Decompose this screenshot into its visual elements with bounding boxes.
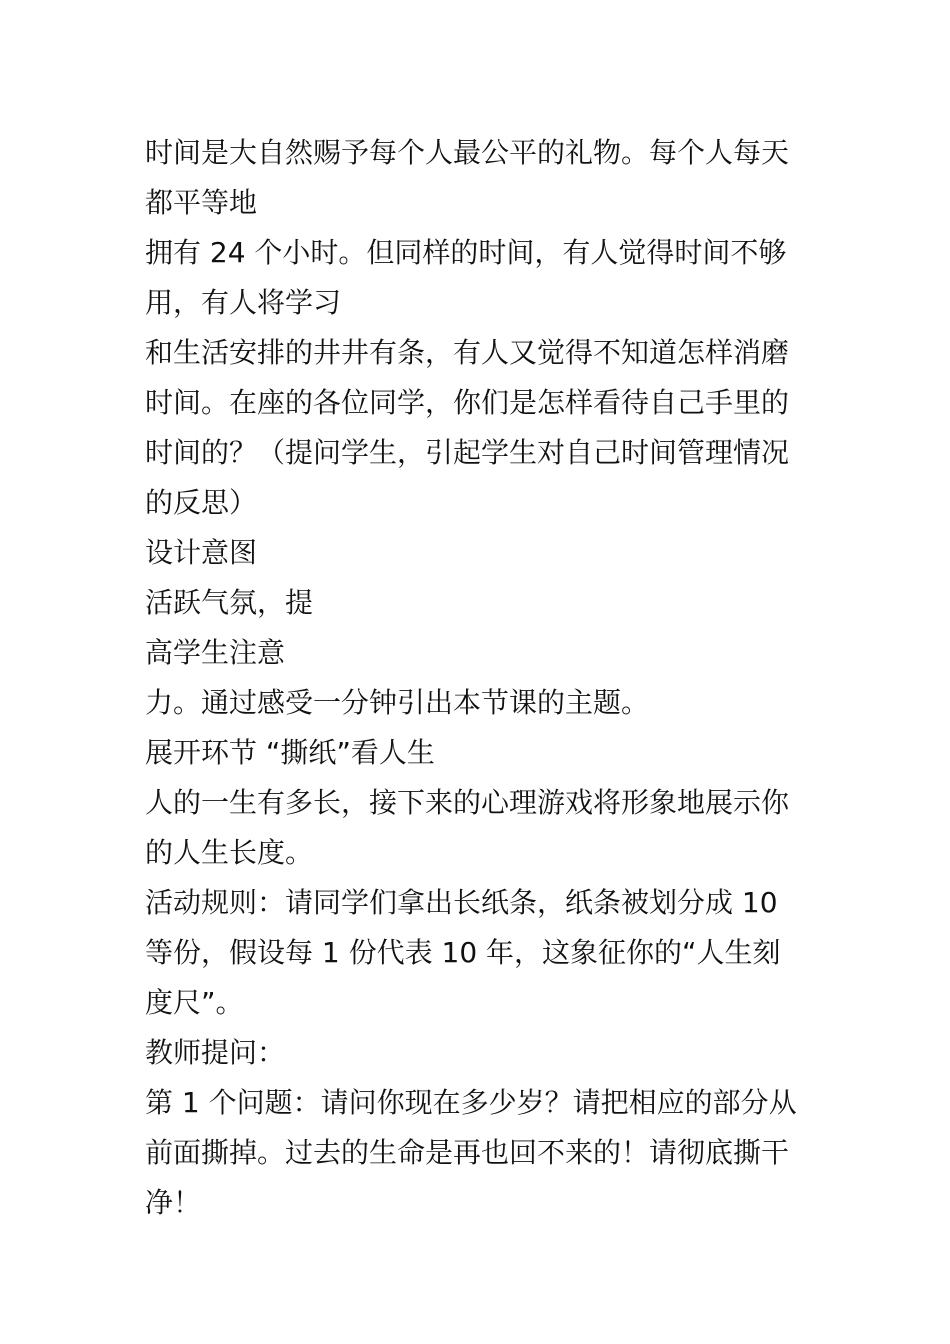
text-line: 活动规则：请同学们拿出长纸条，纸条被划分成 10	[145, 886, 778, 919]
section-heading-activity: 展开环节 “撕纸”看人生	[145, 736, 435, 769]
text-line: 人的一生有多长，接下来的心理游戏将形象地展示你	[145, 786, 790, 819]
document-body	[145, 128, 810, 1228]
text-line: 和生活安排的井井有条，有人又觉得不知道怎样消磨	[145, 336, 790, 369]
text-line: 时间是大自然赐予每个人最公平的礼物。每个人每天	[145, 136, 790, 169]
text-line: 力。通过感受一分钟引出本节课的主题。	[145, 686, 650, 719]
text-line: 拥有 24 个小时。但同样的时间，有人觉得时间不够	[145, 236, 787, 269]
text-line: 的人生长度。	[145, 836, 314, 869]
section-heading-teacher-questions: 教师提问：	[145, 1036, 286, 1069]
text-line: 用，有人将学习	[145, 286, 342, 319]
text-line: 前面撕掉。过去的生命是再也回不来的！请彻底撕干	[145, 1136, 790, 1169]
text-line: 高学生注意	[145, 636, 286, 669]
text-line: 都平等地	[145, 186, 258, 219]
text-line: 时间的？（提问学生，引起学生对自己时间管理情况	[145, 436, 790, 469]
text-line: 时间。在座的各位同学，你们是怎样看待自己手里的	[145, 386, 790, 419]
text-line: 的反思）	[145, 486, 258, 519]
text-line: 净！	[145, 1186, 202, 1219]
text-line: 度尺”。	[145, 986, 244, 1019]
section-heading-design-intent: 设计意图	[145, 536, 258, 569]
text-line: 活跃气氛，提	[145, 586, 314, 619]
text-line: 第 1 个问题：请问你现在多少岁？请把相应的部分从	[145, 1086, 797, 1119]
text-line: 等份，假设每 1 份代表 10 年，这象征你的“人生刻	[145, 936, 781, 969]
